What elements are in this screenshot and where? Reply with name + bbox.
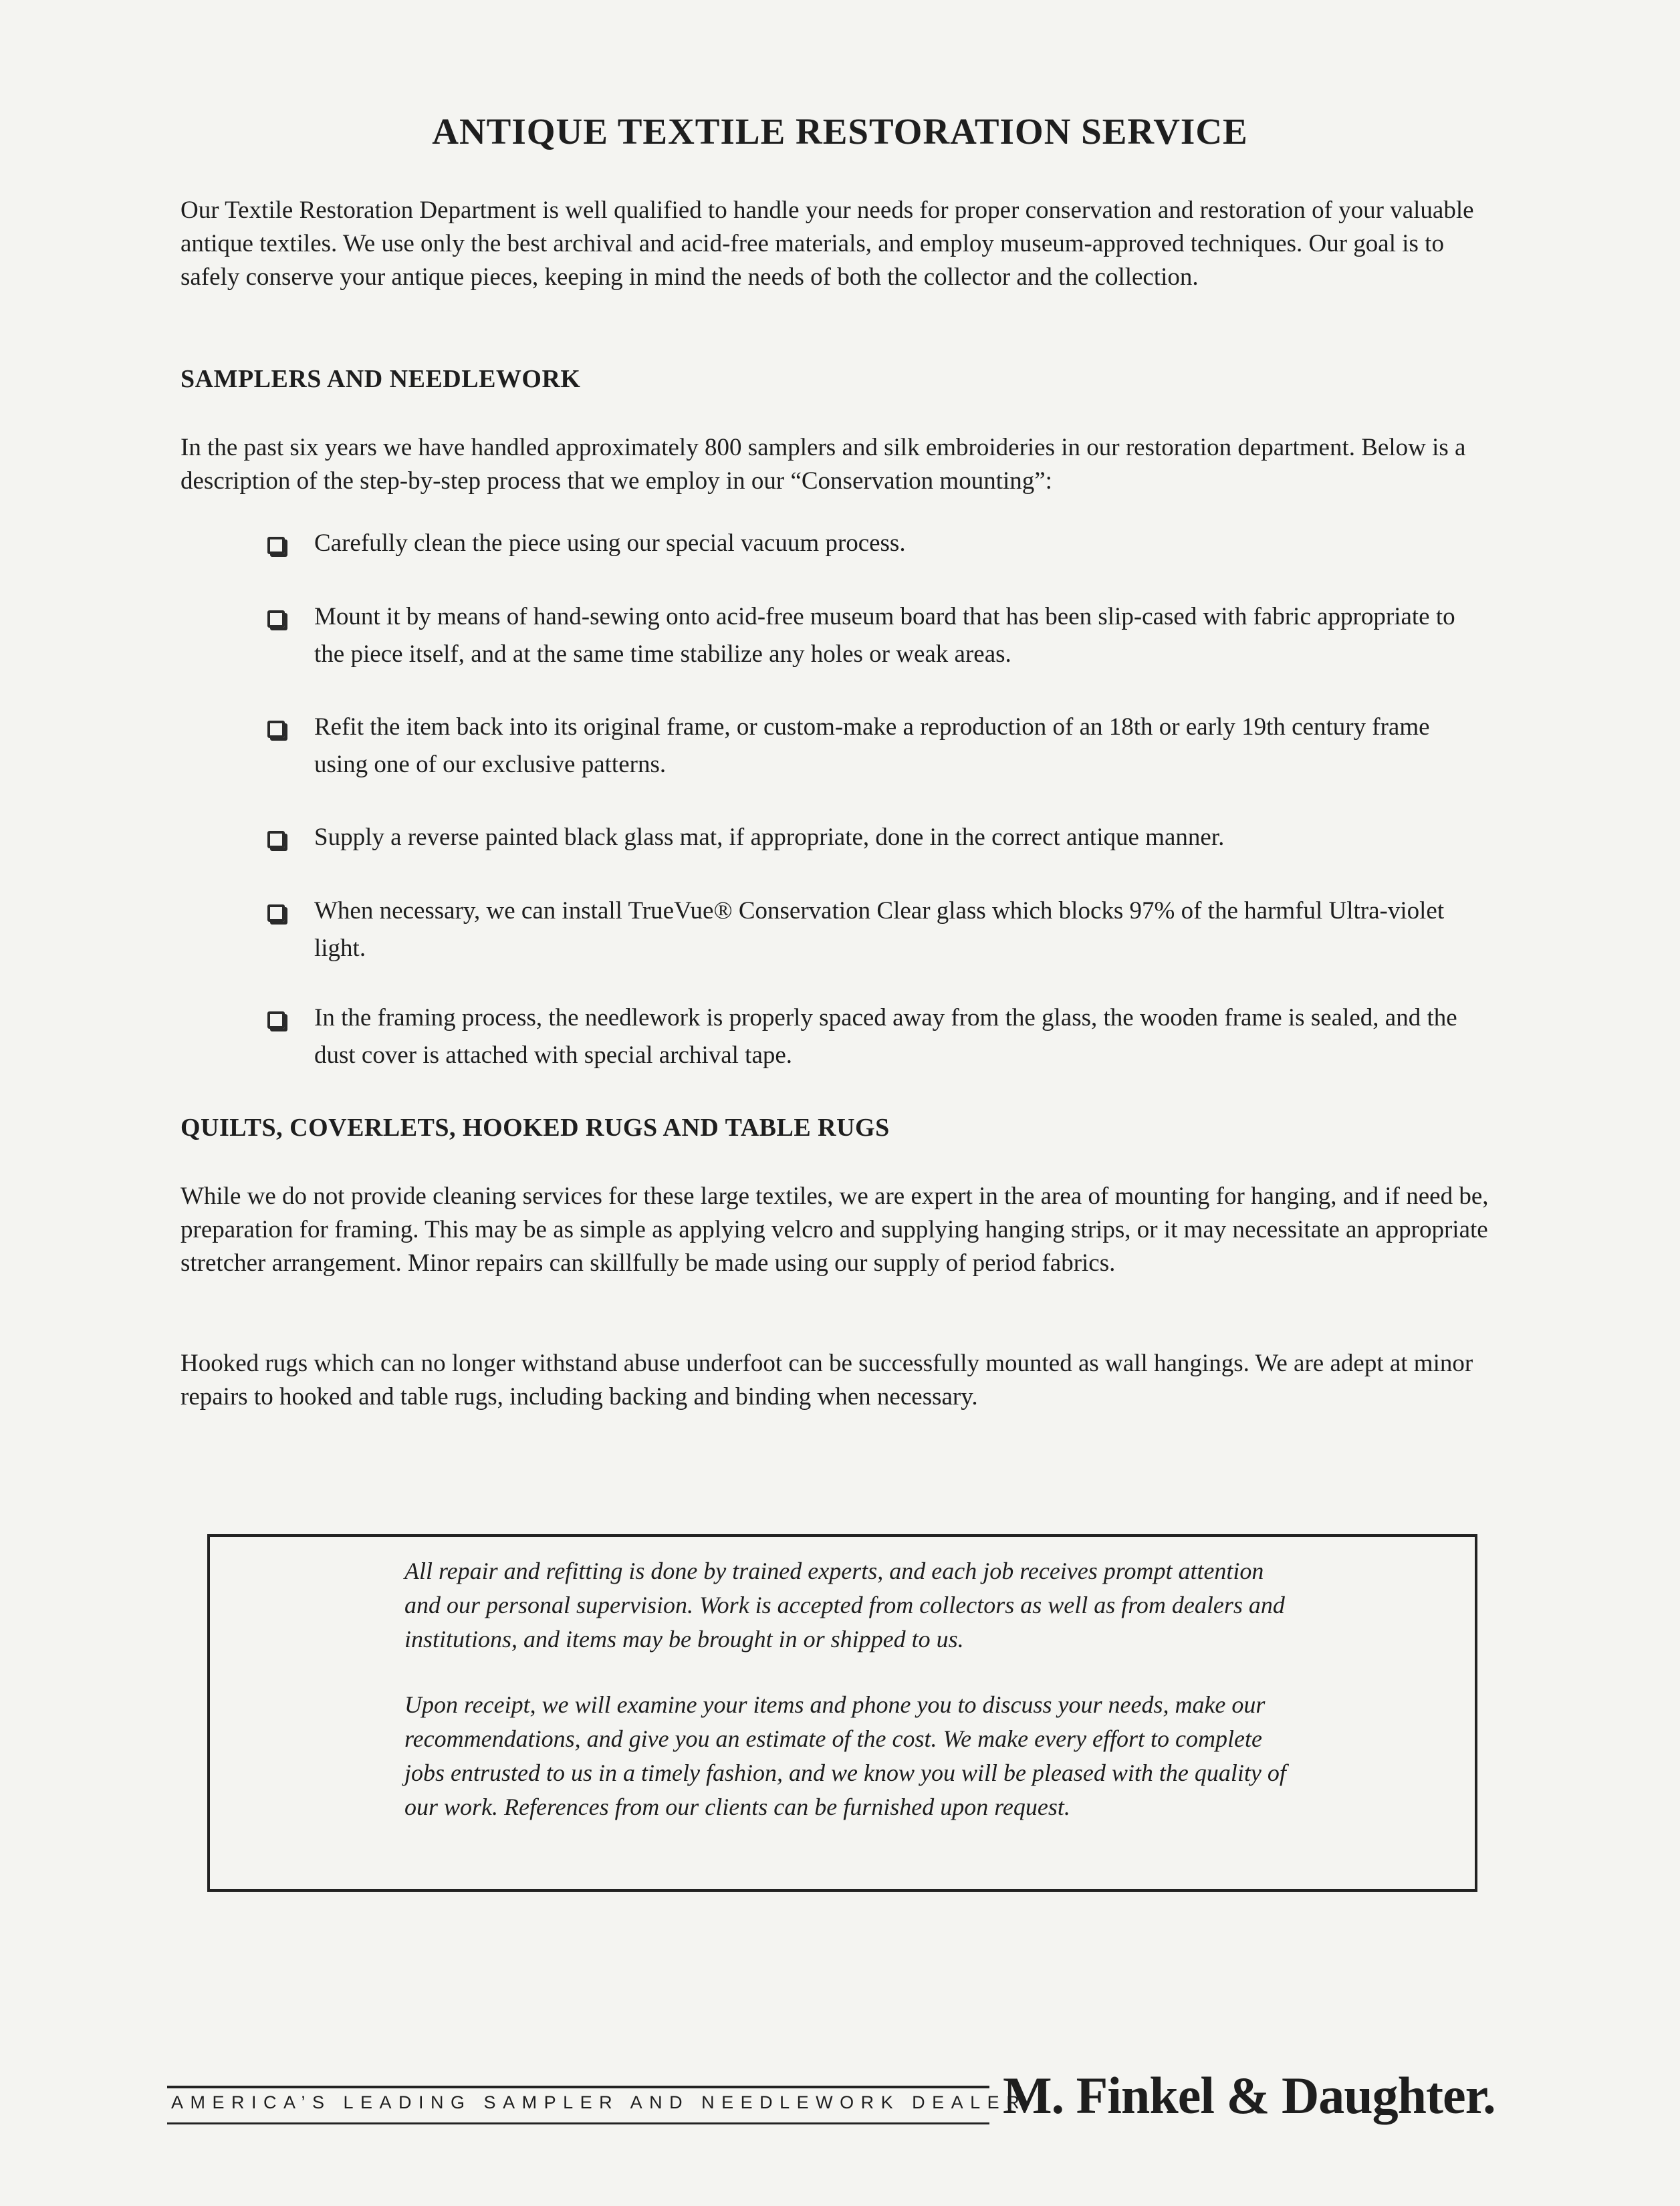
step-text: Supply a reverse painted black glass mat, if appropriate, done in the correct antique manner. <box>314 824 1225 851</box>
quilts-heading: QUILTS, COVERLETS, HOOKED RUGS AND TABLE RUGS <box>181 1114 890 1142</box>
checkbox-icon <box>267 904 285 922</box>
step-text: Mount it by means of hand-sewing onto acid-free museum board that has been slip-cased with fabric appropriate to the piece itself, and at the same time stabilize any holes or weak areas. <box>314 603 1455 668</box>
checkbox-icon <box>267 537 285 554</box>
step-text: Carefully clean the piece using our special vacuum process. <box>314 529 906 557</box>
notice-paragraph-2: Upon receipt, we will examine your items and phone you to discuss your needs, make our recommendations, and give you an estimate of the cost. We make every effort to complete jobs entrusted to us in a timely fashion, and we know you will be pleased with the quality of our work. References from our clients can be furnished upon request. <box>404 1691 1286 1820</box>
page-title: ANTIQUE TEXTILE RESTORATION SERVICE <box>432 111 1248 152</box>
notice-paragraph-1: All repair and refitting is done by trained experts, and each job receives prompt attention and our personal supervision. Work is accepted from collectors as well as from dealers and institutions, and items may be brought in or shipped to us. <box>404 1558 1285 1652</box>
checkbox-icon <box>267 831 285 848</box>
step-text: Refit the item back into its original frame, or custom-make a reproduction of an 18th or early 19th century frame using one of our exclusive patterns. <box>314 713 1430 778</box>
footer-rule-top <box>167 2086 989 2088</box>
checkbox-icon <box>267 610 285 628</box>
footer-rule-bottom <box>167 2122 989 2124</box>
samplers-paragraph: In the past six years we have handled approximately 800 samplers and silk embroideries in our restoration department. Below is a description of the step-by-step process that we employ in our “Conservation mounting”: <box>181 434 1466 495</box>
checkbox-icon <box>267 1011 285 1029</box>
quilts-paragraph: While we do not provide cleaning services for these large textiles, we are expert in the area of mounting for hanging, and if need be, preparation for framing. This may be as simple as applying velcro and supplying hanging strips, or it may necessitate an appropriate stretcher arrangement. Minor repairs can skillfully be made using our supply of period fabrics. <box>181 1183 1489 1277</box>
hooked-rugs-paragraph: Hooked rugs which can no longer withstand abuse underfoot can be successfully mounted as wall hangings. We are adept at minor repairs to hooked and table rugs, including backing and binding when necessary. <box>181 1350 1473 1411</box>
step-text: When necessary, we can install TrueVue® Conservation Clear glass which blocks 97% of the harmful Ultra-violet light. <box>314 897 1445 962</box>
step-text: In the framing process, the needlework is properly spaced away from the glass, the wooden frame is sealed, and the dust cover is attached with special archival tape. <box>314 1004 1457 1069</box>
footer-tagline: AMERICA’S LEADING SAMPLER AND NEEDLEWORK DEALER <box>171 2092 1027 2112</box>
intro-paragraph: Our Textile Restoration Department is well qualified to handle your needs for proper conservation and restoration of your valuable antique textiles. We use only the best archival and acid-free materials, and employ museum-approved techniques. Our goal is to safely conserve your antique pieces, keeping in mind the needs of both the collector and the collection. <box>181 197 1474 291</box>
brand-logo: M. Finkel & Daughter. <box>1003 2066 1495 2124</box>
samplers-heading: SAMPLERS AND NEEDLEWORK <box>181 365 581 393</box>
checkbox-icon <box>267 721 285 738</box>
